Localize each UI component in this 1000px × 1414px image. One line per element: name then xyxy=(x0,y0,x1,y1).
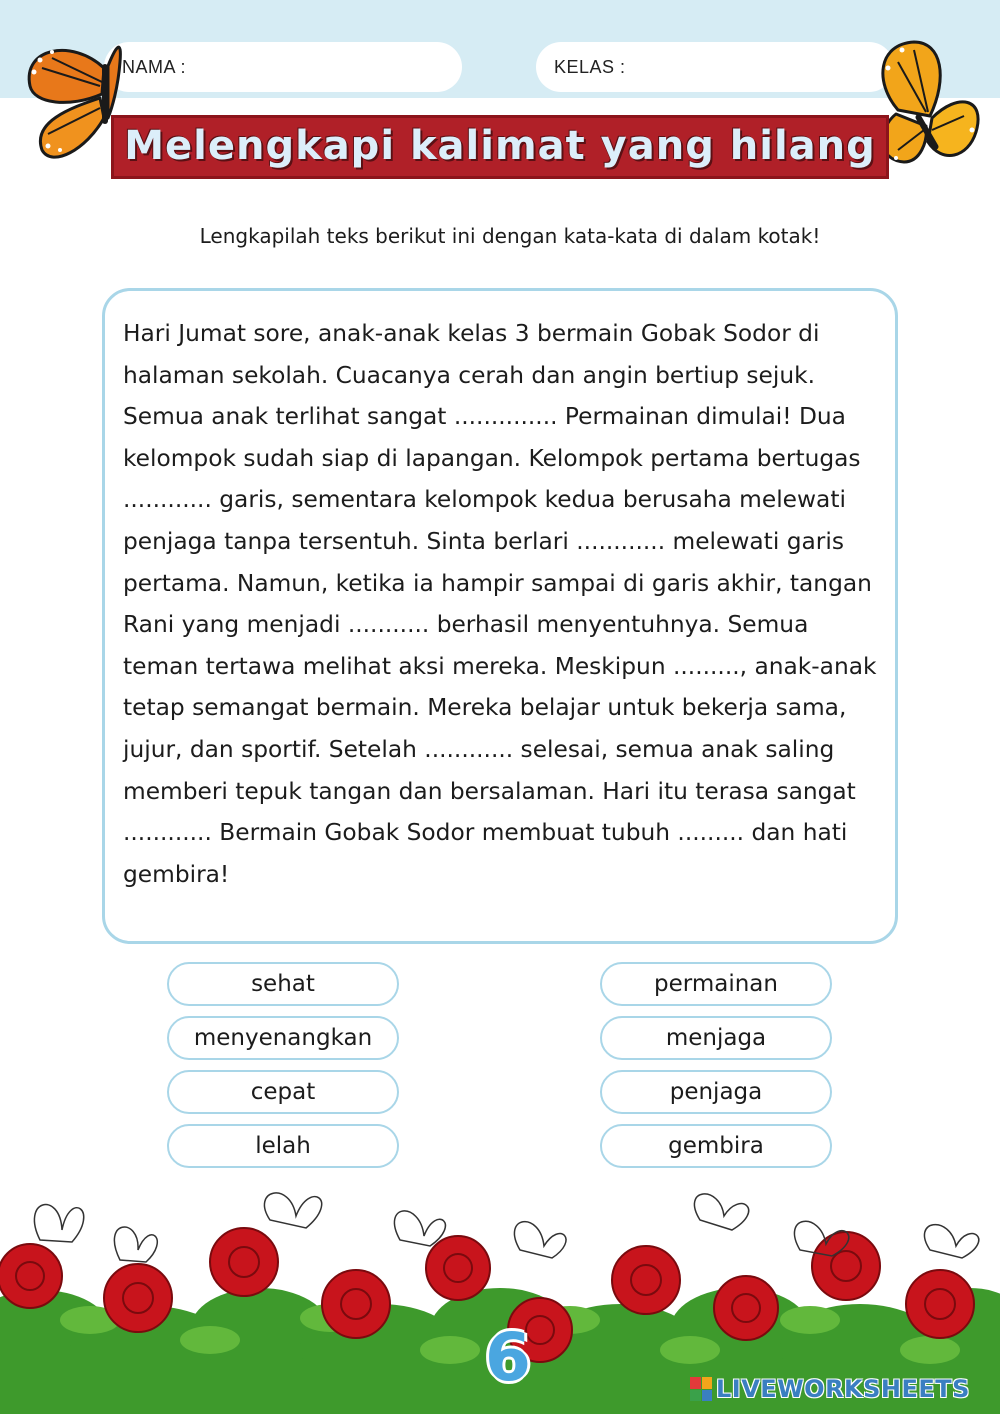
word-chip[interactable]: cepat xyxy=(167,1070,399,1114)
name-label: NAMA : xyxy=(122,56,187,77)
brand-mark-icon xyxy=(690,1377,712,1401)
instruction-text: Lengkapilah teks berikut ini dengan kata-kata di dalam kotak! xyxy=(199,224,821,248)
word-chip[interactable]: menyenangkan xyxy=(167,1016,399,1060)
word-chip[interactable]: sehat xyxy=(167,962,399,1006)
name-field xyxy=(104,42,462,92)
word-chip[interactable]: permainan xyxy=(600,962,832,1006)
word-bank-right xyxy=(600,962,832,1178)
passage-box xyxy=(102,288,898,944)
word-chip[interactable]: menjaga xyxy=(600,1016,832,1060)
word-chip[interactable]: lelah xyxy=(167,1124,399,1168)
brand-logo xyxy=(690,1372,970,1406)
page-number: 6 xyxy=(485,1319,531,1396)
word-chip[interactable]: gembira xyxy=(600,1124,832,1168)
class-label: KELAS : xyxy=(554,56,626,77)
word-bank-left xyxy=(167,962,399,1178)
title-wrap xyxy=(0,118,1000,176)
word-chip[interactable]: penjaga xyxy=(600,1070,832,1114)
class-field xyxy=(536,42,894,92)
brand-text: LIVEWORKSHEETS xyxy=(716,1375,970,1403)
name-input[interactable] xyxy=(194,46,462,88)
page-title: Melengkapi kalimat yang hilang xyxy=(114,118,886,176)
class-input[interactable] xyxy=(634,46,894,88)
passage-text: Hari Jumat sore, anak-anak kelas 3 bermain Gobak Sodor di halaman sekolah. Cuacanya cerah dan angin bertiup sejuk. Semua anak terlihat sangat .............. Permainan dimulai! Dua kelompok sudah siap di lapangan. Kelompok pertama bertugas ............ garis, sementara kelompok kedua berusaha melewati penjaga tanpa tersentuh. Sinta berlari ............ melewati garis pertama. Namun, ketika ia hampir sampai di garis akhir, tangan Rani yang menjadi ........... berhasil menyentuhnya. Semua teman tertawa melihat aksi mereka. Meskipun ........., anak-anak tetap semangat bermain. Mereka belajar untuk bekerja sama, jujur, dan sportif. Setelah ............ selesai, semua anak saling memberi tepuk tangan dan bersalaman. Hari itu terasa sangat ............ Bermain Gobak Sodor membuat tubuh ......... dan hati gembira! xyxy=(123,320,877,888)
